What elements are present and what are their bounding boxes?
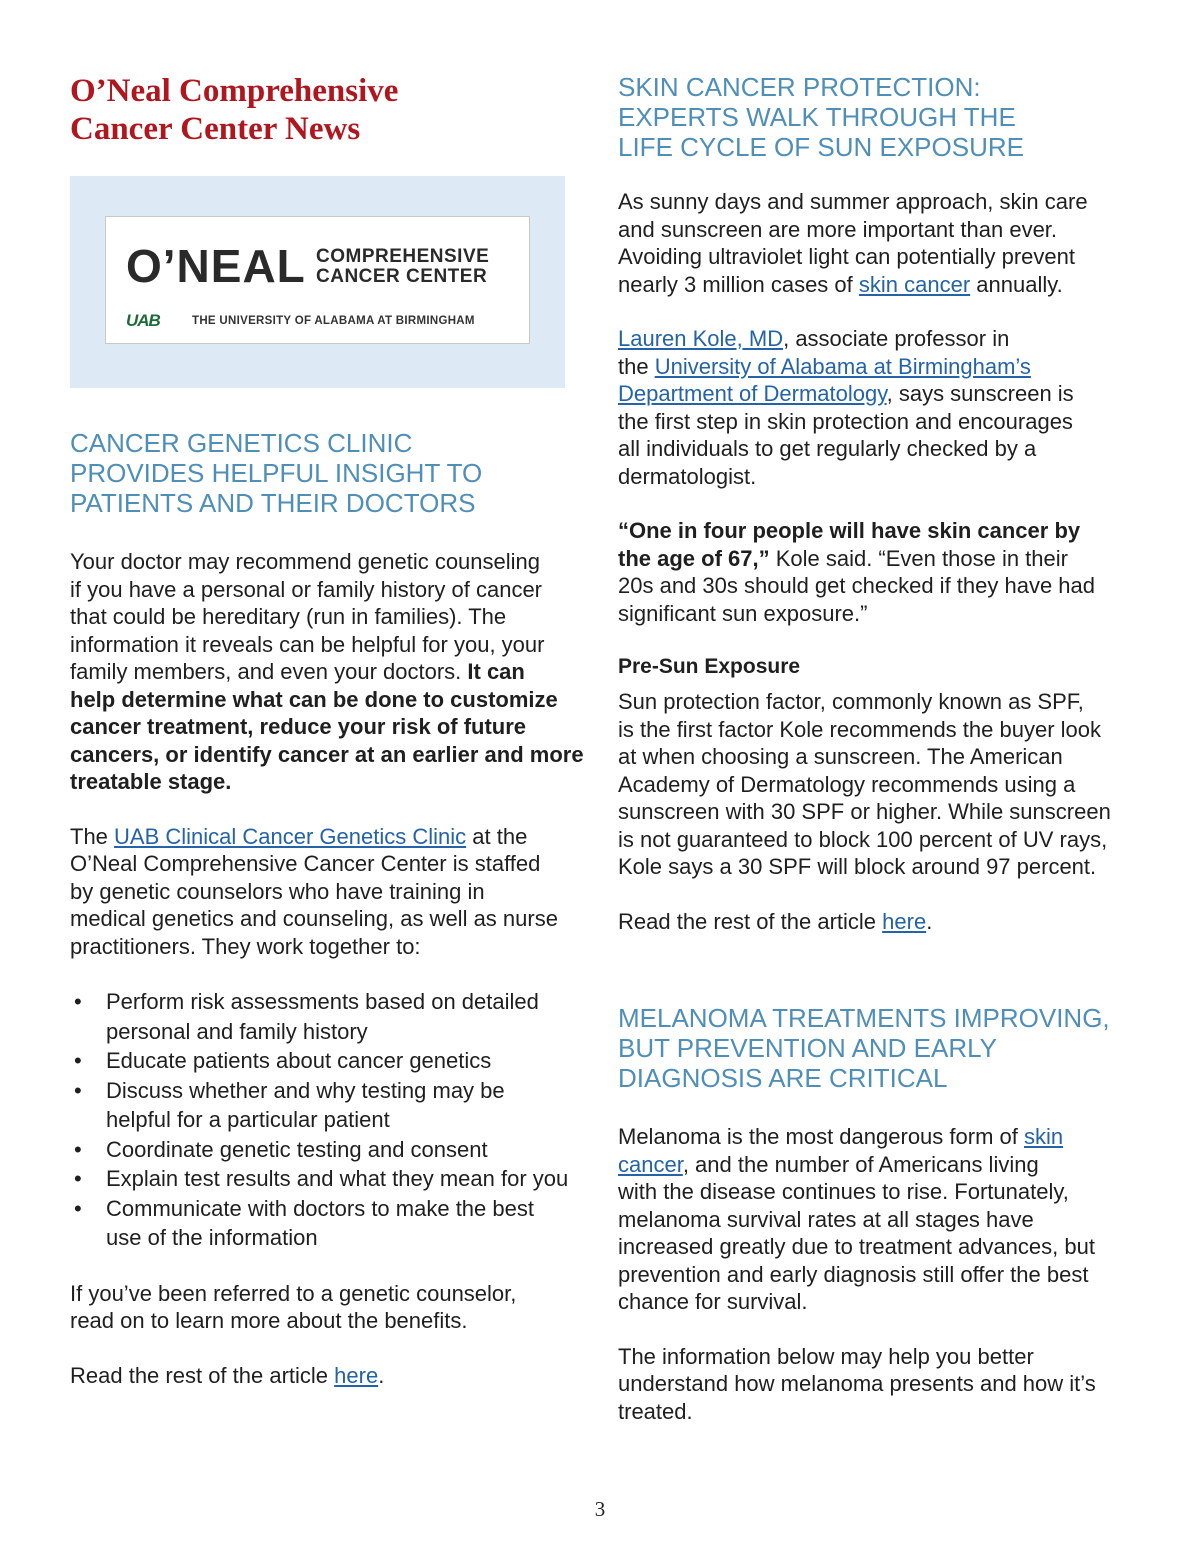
list-item: • Educate patients about cancer genetics	[70, 1046, 585, 1076]
list-item: • Coordinate genetic testing and consent	[70, 1135, 585, 1165]
genetics-clinic-link[interactable]: UAB Clinical Cancer Genetics Clinic	[114, 823, 467, 849]
melanoma-paragraph-1: Melanoma is the most dangerous form of skin cancer, and the number of Americans living with the disease continues to rise. Fortunately, melanoma survival rates at all stages have increased greatly due to treatment advances, but prevention and early diagnosis still offer the best chance for survival.	[618, 1124, 1095, 1314]
genetics-read-more: Read the rest of the article here.	[70, 1362, 385, 1388]
genetics-paragraph-2: The UAB Clinical Cancer Genetics Clinic at the O’Neal Comprehensive Cancer Center is staffed by genetic counselors who have training in medical genetics and counseling, as well as nurse practitioners. They work together to:	[70, 823, 558, 959]
genetics-paragraph-3: If you’ve been referred to a genetic counselor, read on to learn more about the benefits.	[70, 1280, 517, 1333]
skin-quote: “One in four people will have skin cancer by the age of 67,” Kole said. “Even those in their 20s and 30s should get checked if they have had significant sun exposure.”	[618, 518, 1096, 626]
lauren-kole-link[interactable]: Lauren Kole, MD	[618, 326, 784, 351]
dermatology-department-link[interactable]: Department of Dermatology	[618, 381, 887, 406]
list-item: • Communicate with doctors to make the best use of the information	[70, 1194, 585, 1253]
list-item: • Perform risk assessments based on detailed personal and family history	[70, 987, 585, 1046]
melanoma-cancer-link[interactable]: cancer	[618, 1151, 683, 1177]
left-column	[70, 72, 585, 1389]
skin-cancer-link[interactable]: skin cancer	[858, 271, 971, 297]
newsletter-title: O’Neal Comprehensive Cancer Center News	[70, 73, 399, 147]
logo-banner	[70, 176, 565, 388]
uab-mark: UAB	[126, 311, 160, 330]
list-item: • Discuss whether and why testing may be helpful for a particular patient	[70, 1076, 585, 1135]
oneal-logo	[105, 216, 530, 344]
genetics-headline: CANCER GENETICS CLINIC PROVIDES HELPFUL INSIGHT TO PATIENTS AND THEIR DOCTORS	[70, 428, 483, 518]
logo-subtitle: COMPREHENSIVE CANCER CENTER	[316, 246, 490, 287]
genetics-read-more-link[interactable]: here	[334, 1362, 379, 1388]
melanoma-paragraph-2: The information below may help you better understand how melanoma presents and how it’s treated.	[618, 1343, 1096, 1424]
skin-paragraph-3: Sun protection factor, commonly known as SPF, is the first factor Kole recommends the buyer look at when choosing a sunscreen. The American Academy of Dermatology recommends using a sunscreen with 30 SPF or higher. While sunscreen is not guaranteed to block 100 percent of UV rays, Kole says a 30 SPF will block around 97 percent.	[618, 689, 1111, 879]
pre-sun-exposure-subhead: Pre-Sun Exposure	[618, 655, 801, 678]
genetics-bullet-list	[70, 987, 585, 1253]
melanoma-skin-link[interactable]: skin	[1023, 1124, 1064, 1149]
page-number: 3	[594, 1497, 606, 1521]
logo-university: THE UNIVERSITY OF ALABAMA AT BIRMINGHAM	[192, 315, 475, 327]
logo-wordmark: O’NEAL	[126, 240, 306, 292]
skin-paragraph-1: As sunny days and summer approach, skin care and sunscreen are more important than ever. Avoiding ultraviolet light can potentially prevent nearly 3 million cases of skin cancer annually.	[618, 189, 1088, 297]
uab-dermatology-link[interactable]: University of Alabama at Birmingham’s	[654, 353, 1031, 379]
skin-read-more: Read the rest of the article here.	[618, 908, 933, 934]
skin-paragraph-2: Lauren Kole, MD, associate professor in the University of Alabama at Birmingham’s Department of Dermatology, says sunscreen is the first step in skin protection and encourages all individuals to get regularly checked by a dermatologist.	[618, 326, 1074, 489]
skin-read-more-link[interactable]: here	[882, 908, 927, 934]
skin-headline: SKIN CANCER PROTECTION: EXPERTS WALK THROUGH THE LIFE CYCLE OF SUN EXPOSURE	[618, 72, 1024, 162]
melanoma-headline: MELANOMA TREATMENTS IMPROVING, BUT PREVENTION AND EARLY DIAGNOSIS ARE CRITICAL	[618, 1003, 1110, 1093]
list-item: • Explain test results and what they mean for you	[70, 1164, 585, 1194]
genetics-paragraph-1: Your doctor may recommend genetic counseling if you have a personal or family history of cancer that could be hereditary (run in families). The information it reveals can be helpful for you, your family members, and even your doctors. It can help determine what can be done to customize cancer treatment, reduce your risk of future cancers, or identify cancer at an earlier and more treatable stage.	[70, 549, 584, 794]
right-column	[618, 72, 1138, 1425]
